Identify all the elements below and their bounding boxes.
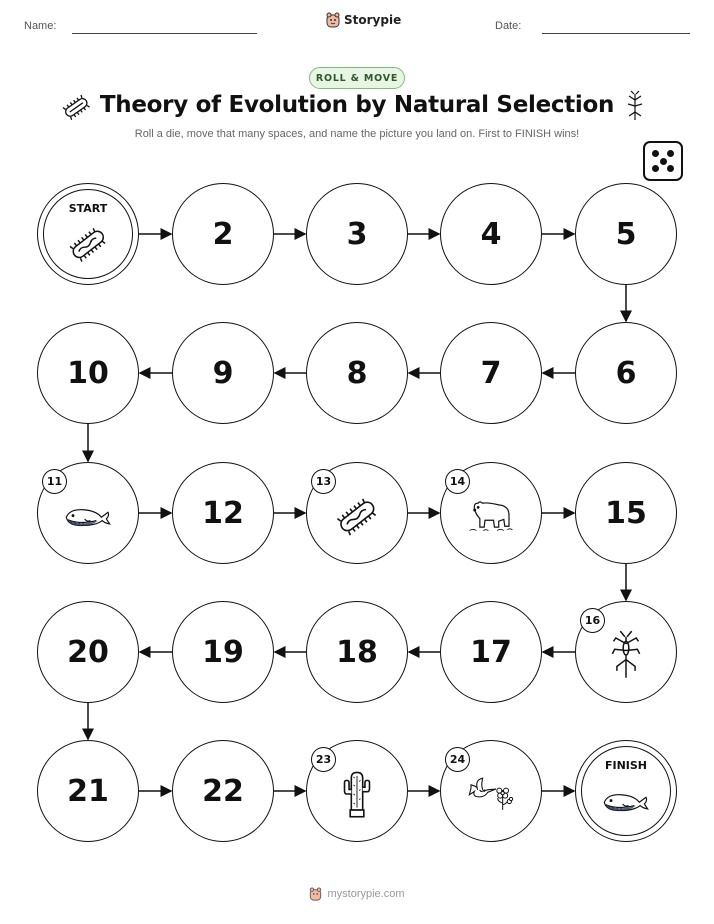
board-space-6[interactable]: [575, 322, 677, 424]
board-space-15[interactable]: [575, 462, 677, 564]
date-label: Date:: [495, 20, 522, 32]
board-space-17[interactable]: [440, 601, 542, 703]
bacterium-icon: [65, 226, 111, 267]
storypie-mascot-icon: [309, 887, 322, 901]
brand-name: Storypie: [344, 13, 402, 27]
board-space-22[interactable]: [172, 740, 274, 842]
polar-bear-icon: [466, 498, 516, 538]
board-space-16[interactable]: [575, 601, 677, 703]
cactus-icon: [340, 769, 375, 823]
stick-insect-icon: [609, 630, 644, 684]
footer-url[interactable]: mystorypie.com: [327, 888, 405, 900]
finish-space[interactable]: [575, 740, 677, 842]
board-space-20[interactable]: [37, 601, 139, 703]
space-number: 20: [67, 634, 109, 670]
board-space-13[interactable]: [306, 462, 408, 564]
board-space-9[interactable]: [172, 322, 274, 424]
space-number: 12: [202, 495, 244, 531]
board-space-21[interactable]: [37, 740, 139, 842]
space-number: 7: [480, 355, 502, 391]
board-space-19[interactable]: [172, 601, 274, 703]
space-number: 5: [615, 216, 637, 252]
board-space-3[interactable]: [306, 183, 408, 285]
board-space-14[interactable]: [440, 462, 542, 564]
whale-icon: [601, 787, 651, 819]
finish-label: FINISH: [604, 759, 648, 772]
space-number: 22: [202, 773, 244, 809]
space-number: 17: [470, 634, 512, 670]
roll-move-badge: ROLL & MOVE: [309, 67, 405, 89]
start-space[interactable]: [37, 183, 139, 285]
board-space-7[interactable]: [440, 322, 542, 424]
space-number: 4: [480, 216, 502, 252]
hummingbird-flower-icon: [466, 777, 516, 816]
board-space-2[interactable]: [172, 183, 274, 285]
board-space-11[interactable]: [37, 462, 139, 564]
space-number: 9: [212, 355, 234, 391]
board-space-24[interactable]: [440, 740, 542, 842]
name-label: Name:: [24, 20, 57, 32]
space-number-badge: 13: [311, 469, 336, 494]
whale-icon: [63, 502, 113, 534]
space-number: 19: [202, 634, 244, 670]
space-number: 10: [67, 355, 109, 391]
board-space-5[interactable]: [575, 183, 677, 285]
space-number: 21: [67, 773, 109, 809]
footer: [0, 887, 714, 901]
space-number-badge: 23: [311, 747, 336, 772]
space-number-badge: 14: [445, 469, 470, 494]
page-title: Theory of Evolution by Natural Selection: [99, 92, 615, 118]
board-space-10[interactable]: [37, 322, 139, 424]
space-number: 15: [605, 495, 647, 531]
bacterium-icon: [332, 496, 382, 540]
space-number-badge: 11: [42, 469, 67, 494]
space-number: 3: [346, 216, 368, 252]
space-number: 2: [212, 216, 234, 252]
board-space-4[interactable]: [440, 183, 542, 285]
space-number: 8: [346, 355, 368, 391]
board-space-8[interactable]: [306, 322, 408, 424]
space-number-badge: 24: [445, 747, 470, 772]
board-space-23[interactable]: [306, 740, 408, 842]
space-number-badge: 16: [580, 608, 605, 633]
board-space-18[interactable]: [306, 601, 408, 703]
board-space-12[interactable]: [172, 462, 274, 564]
space-number: 18: [336, 634, 378, 670]
instructions: Roll a die, move that many spaces, and name the picture you land on. First to FINISH wins!: [134, 128, 580, 140]
space-number: 6: [615, 355, 637, 391]
start-label: START: [68, 202, 108, 215]
